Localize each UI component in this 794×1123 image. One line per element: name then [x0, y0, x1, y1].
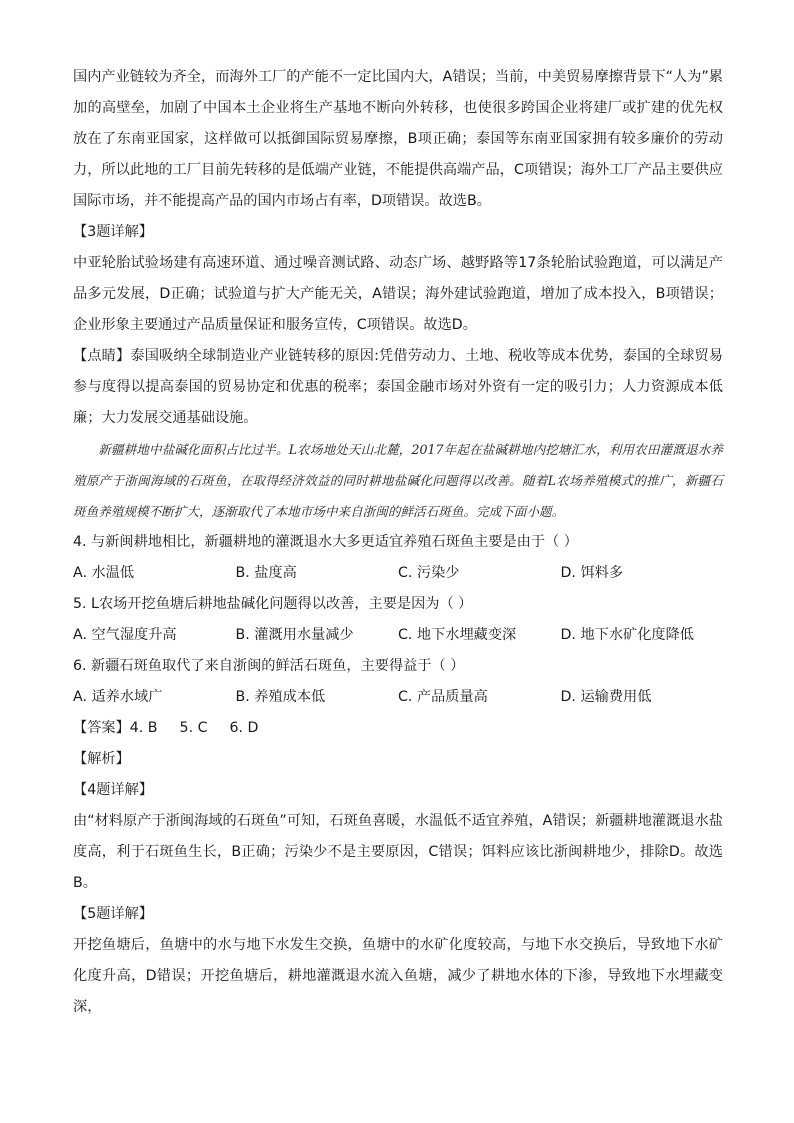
option-c: C. 产品质量高 [398, 689, 488, 705]
question-4: 4. 与新闽耕地相比，新疆耕地的灌溉退水大多更适宜养殖石斑鱼主要是由于（ ） [73, 534, 578, 550]
option-b: B. 盐度高 [235, 565, 297, 581]
question-6: 6. 新疆石斑鱼取代了来自浙闽的鲜活石斑鱼，主要得益于（ ） [73, 658, 465, 674]
question-4-options [73, 558, 723, 589]
heading-q3-detail: 【3题详解】 [73, 224, 153, 240]
answer-6: 6. D [229, 720, 259, 736]
reading-material: 新疆耕地中盐碱化面积占比过半。L农场地处天山北麓，2017年起在盐碱耕地内挖塘汇水，利用农田灌溉退水养殖原产于浙闽海域的石斑鱼，在取得经济效益的同时耕地盐碱化问题得以改善。随着L农场养殖模式的推广，新疆石斑鱼养殖规模不断扩大，逐渐取代了本地市场中来自浙闽的鲜活石斑鱼。完成下面小题。 [73, 442, 723, 519]
paragraph-key-point: 【点睛】泰国吸纳全球制造业产业链转移的原因:凭借劳动力、土地、税收等成本优势，泰国的全球贸易参与度得以提高泰国的贸易协定和优惠的税率；泰国金融市场对外资有一定的吸引力；人力资源成本低廉；大力发展交通基础设施。 [73, 348, 723, 426]
document-page [73, 62, 723, 1023]
paragraph-q4-explanation: 由“材料原产于浙闽海域的石斑鱼”可知，石斑鱼喜暖，水温低不适宜养殖，A错误；新疆耕地灌溉退水盐度高，利于石斑鱼生长，B正确；污染少不是主要原因，C错误；饵料应该比浙闽耕地少，排除D。故选B。 [73, 813, 723, 891]
option-c: C. 地下水埋藏变深 [398, 627, 517, 643]
question-5: 5. L农场开挖鱼塘后耕地盐碱化问题得以改善，主要是因为（ ） [73, 596, 473, 612]
paragraph-q3-explanation: 中亚轮胎试验场建有高速环道、通过噪音测试路、动态广场、越野路等17条轮胎试验跑道，可以满足产品多元发展，D正确；试验道与扩大产能无关，A错误；海外建试验跑道，增加了成本投入，B项错误；企业形象主要通过产品质量保证和服务宣传，C项错误。故选D。 [73, 255, 723, 333]
question-5-options [73, 620, 723, 651]
answer-5: 5. C [179, 720, 208, 736]
heading-q5-detail: 【5题详解】 [73, 906, 153, 922]
answer-4: 4. B [129, 720, 158, 736]
paragraph-q5-explanation: 开挖鱼塘后，鱼塘中的水与地下水发生交换，鱼塘中的水矿化度较高，与地下水交换后，导致地下水矿化度升高，D错误；开挖鱼塘后，耕地灌溉退水流入鱼塘，减少了耕地水体的下渗，导致地下水埋藏变深， [73, 937, 723, 1015]
answer-label: 【答案】 [73, 720, 130, 736]
heading-q4-detail: 【4题详解】 [73, 782, 153, 798]
option-a: A. 空气湿度升高 [73, 627, 177, 643]
option-a: A. 适养水域广 [73, 689, 163, 705]
option-c: C. 污染少 [398, 565, 460, 581]
option-d: D. 运输费用低 [560, 689, 652, 705]
answer-line [73, 713, 723, 744]
option-d: D. 饵料多 [560, 565, 624, 581]
option-d: D. 地下水矿化度降低 [560, 627, 694, 643]
paragraph-q2-explanation: 国内产业链较为齐全，而海外工厂的产能不一定比国内大，A错误；当前，中美贸易摩擦背景下“人为”累加的高壁垒，加剧了中国本土企业将生产基地不断向外转移，也使很多跨国企业将建厂或扩建的优先权放在了东南亚国家，这样做可以抵御国际贸易摩擦，B项正确；泰国等东南亚国家拥有较多廉价的劳动力，所以此地的工厂目前先转移的是低端产业链，不能提供高端产品，C项错误；海外工厂产品主要供应国际市场，并不能提高产品的国内市场占有率，D项错误。故选B。 [73, 69, 723, 209]
question-6-options [73, 682, 723, 713]
option-b: B. 养殖成本低 [235, 689, 326, 705]
heading-analysis: 【解析】 [73, 751, 130, 767]
option-a: A. 水温低 [73, 565, 135, 581]
option-b: B. 灌溉用水量减少 [235, 627, 354, 643]
